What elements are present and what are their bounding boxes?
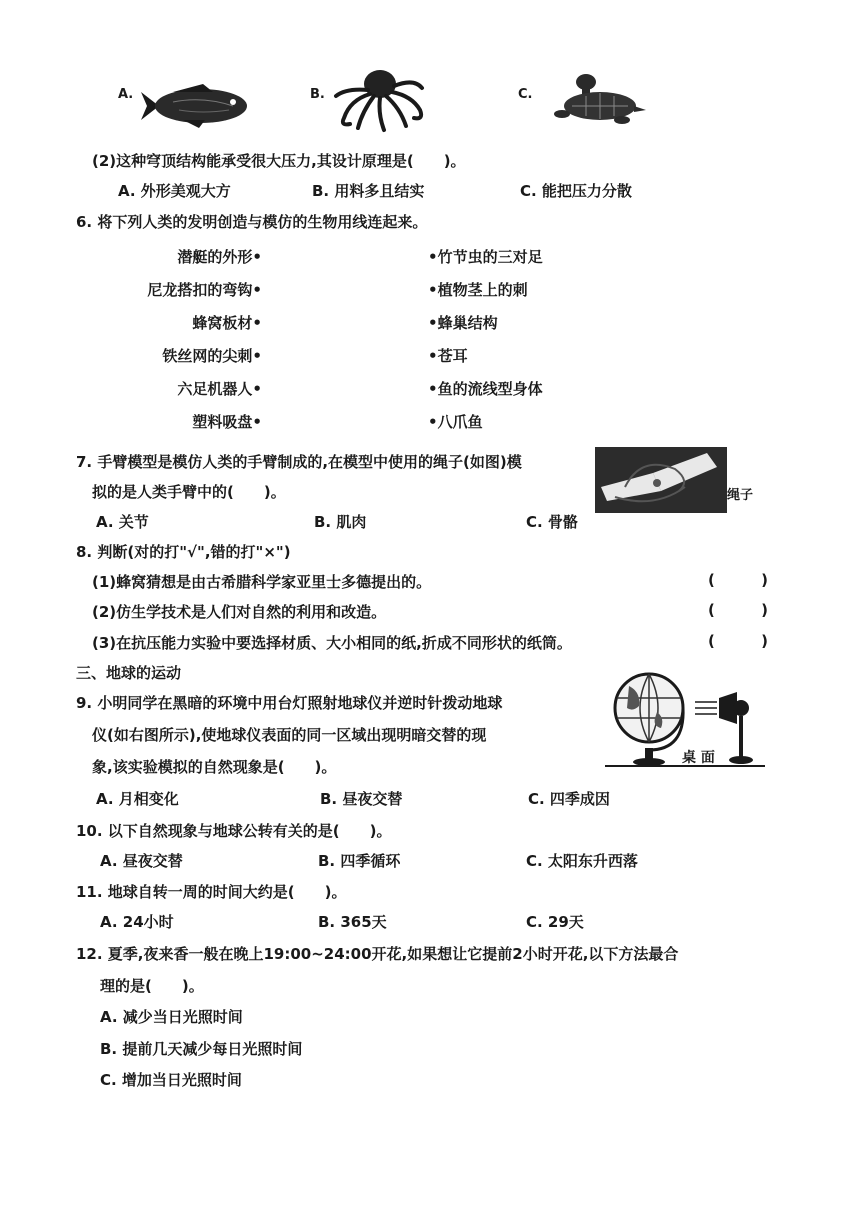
q6-right-item: •苍耳	[428, 347, 468, 365]
desk-label: 桌 面	[682, 750, 715, 766]
q6-left-item: 尼龙搭扣的弯钩•	[147, 281, 262, 299]
q6-left-item: 潜艇的外形•	[177, 248, 262, 266]
q8-answer-box-3[interactable]	[708, 632, 768, 650]
q6-right-item: •鱼的流线型身体	[428, 380, 543, 398]
q8-item-2: (2)仿生学技术是人们对自然的利用和改造。	[92, 603, 387, 621]
q9-option-c: C. 四季成因	[528, 790, 610, 808]
paren-close: )	[761, 571, 768, 589]
octopus-icon	[328, 66, 428, 134]
q9-stem-line2: 仪(如右图所示),使地球仪表面的同一区域出现明暗交替的现	[92, 726, 487, 744]
paren-close: )	[761, 632, 768, 650]
q8-item-1: (1)蜂窝猜想是由古希腊科学家亚里士多德提出的。	[92, 573, 432, 591]
section-title-earth-motion: 三、地球的运动	[76, 664, 182, 682]
q10-stem: 10. 以下自然现象与地球公转有关的是( )。	[76, 822, 392, 840]
q9-stem-line1: 9. 小明同学在黑暗的环境中用台灯照射地球仪并逆时针拨动地球	[76, 694, 503, 712]
q10-option-a: A. 昼夜交替	[100, 852, 183, 870]
q5-2-option-b: B. 用料多且结实	[312, 182, 425, 200]
rope-label: 绳子	[727, 488, 754, 503]
q6-left-item: 塑料吸盘•	[192, 413, 262, 431]
q11-stem: 11. 地球自转一周的时间大约是( )。	[76, 883, 347, 901]
q6-right-item: •植物茎上的刺	[428, 281, 528, 299]
q12-stem-line1: 12. 夏季,夜来香一般在晚上19:00~24:00开花,如果想让它提前2小时开花,以下方法最合	[76, 945, 679, 963]
q6-right-item: •竹节虫的三对足	[428, 248, 543, 266]
paren-open: (	[708, 632, 715, 650]
arm-model-figure	[595, 447, 727, 513]
q6-left-item: 蜂窝板材•	[192, 314, 262, 332]
fish-icon	[133, 82, 251, 130]
q7-option-c: C. 骨骼	[526, 513, 578, 531]
q5-2-option-a: A. 外形美观大方	[118, 182, 231, 200]
paren-open: (	[708, 601, 715, 619]
arm-model-drawing	[595, 447, 727, 513]
q7-stem-line1: 7. 手臂模型是模仿人类的手臂制成的,在模型中使用的绳子(如图)模	[76, 453, 522, 471]
q9-stem-line3: 象,该实验模拟的自然现象是( )。	[92, 758, 337, 776]
q5-2-option-c: C. 能把压力分散	[520, 182, 632, 200]
q11-option-c: C. 29天	[526, 913, 584, 931]
paren-close: )	[761, 601, 768, 619]
q7-stem-line2: 拟的是人类手臂中的( )。	[92, 483, 286, 501]
paren-open: (	[708, 571, 715, 589]
q7-option-a: A. 关节	[96, 513, 149, 531]
q8-stem: 8. 判断(对的打"√",错的打"×")	[76, 543, 291, 561]
q8-answer-box-1[interactable]	[708, 571, 768, 589]
q8-item-3: (3)在抗压能力实验中要选择材质、大小相同的纸,折成不同形状的纸筒。	[92, 634, 572, 652]
option-letter-a: A.	[118, 87, 134, 102]
q5-2-stem: (2)这种穹顶结构能承受很大压力,其设计原理是( )。	[92, 152, 466, 170]
q10-option-c: C. 太阳东升西落	[526, 852, 638, 870]
q6-stem: 6. 将下列人类的发明创造与模仿的生物用线连起来。	[76, 213, 428, 231]
q10-option-b: B. 四季循环	[318, 852, 401, 870]
q12-option-b: B. 提前几天减少每日光照时间	[100, 1040, 303, 1058]
turtle-icon	[538, 70, 648, 132]
option-letter-b: B.	[310, 87, 325, 102]
q6-right-item: •蜂巢结构	[428, 314, 498, 332]
q11-option-b: B. 365天	[318, 913, 387, 931]
q12-stem-line2: 理的是( )。	[100, 977, 204, 995]
q6-right-item: •八爪鱼	[428, 413, 483, 431]
q6-left-item: 铁丝网的尖刺•	[162, 347, 262, 365]
option-letter-c: C.	[518, 87, 533, 102]
q9-option-a: A. 月相变化	[96, 790, 179, 808]
q7-option-b: B. 肌肉	[314, 513, 367, 531]
q12-option-c: C. 增加当日光照时间	[100, 1071, 242, 1089]
q6-left-item: 六足机器人•	[177, 380, 262, 398]
q8-answer-box-2[interactable]	[708, 601, 768, 619]
q12-option-a: A. 减少当日光照时间	[100, 1008, 243, 1026]
q9-option-b: B. 昼夜交替	[320, 790, 403, 808]
q11-option-a: A. 24小时	[100, 913, 174, 931]
